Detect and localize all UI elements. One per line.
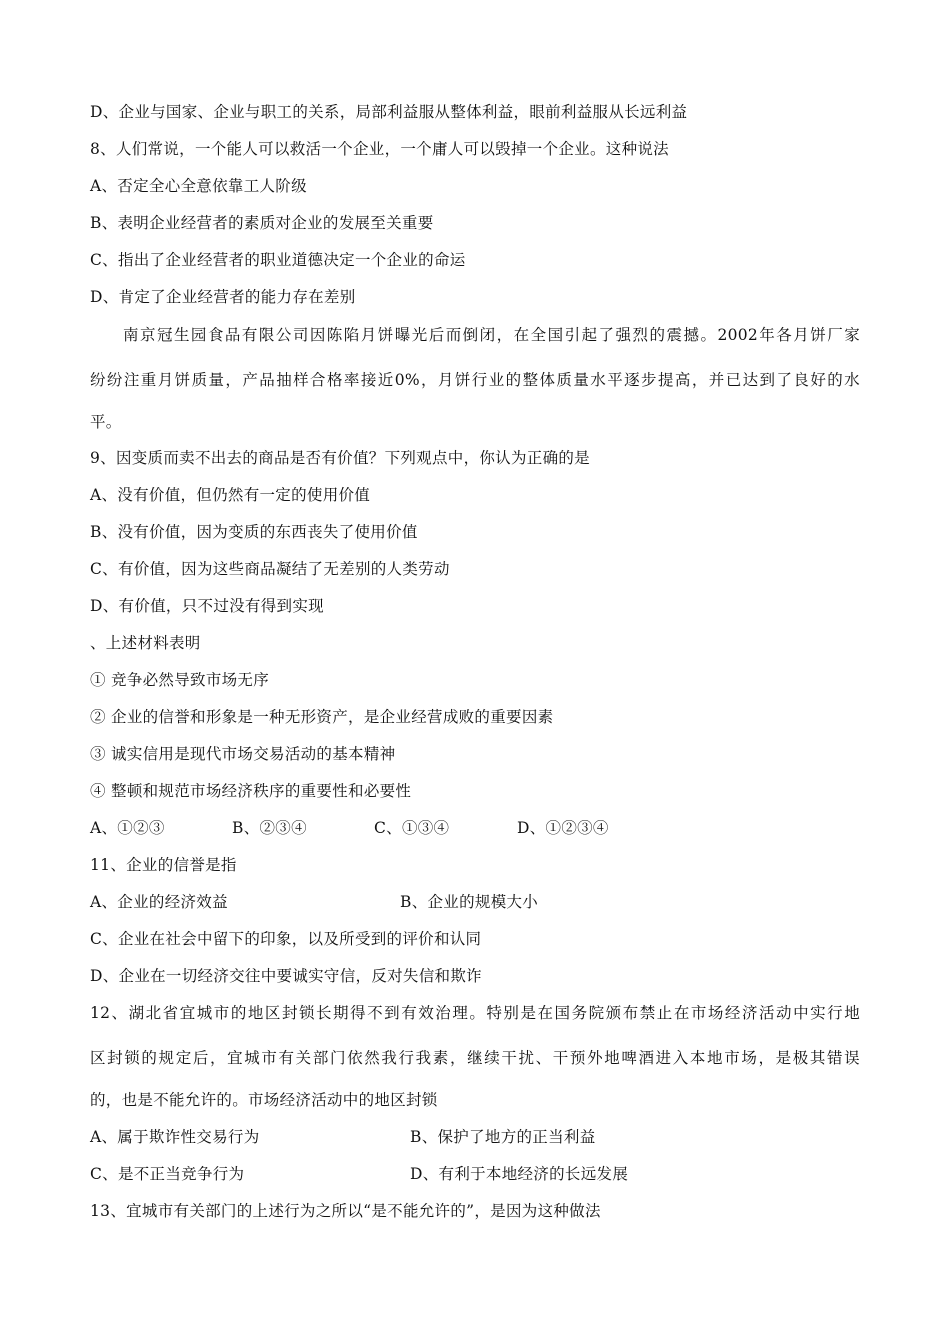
option-12d: D、有利于本地经济的长远发展	[410, 1165, 629, 1183]
option-11d: D、企业在一切经济交往中要诚实守信，反对失信和欺诈	[90, 967, 482, 985]
question-12-line-3: 的，也是不能允许的。市场经济活动中的地区封锁	[90, 1091, 438, 1109]
question-11: 11、企业的信誉是指	[90, 856, 237, 874]
statement-1: ① 竞争必然导致市场无序	[90, 671, 270, 689]
option-8d: D、肯定了企业经营者的能力存在差别	[90, 288, 356, 306]
question-13: 13、宜城市有关部门的上述行为之所以“是不能允许的”，是因为这种做法	[90, 1202, 601, 1220]
option-10b: B、②③④	[232, 819, 307, 837]
option-11a: A、企业的经济效益	[90, 893, 228, 911]
option-7d: D、企业与国家、企业与职工的关系，局部利益服从整体利益，眼前利益服从长远利益	[90, 103, 688, 121]
question-9: 9、因变质而卖不出去的商品是否有价值？下列观点中，你认为正确的是	[90, 449, 590, 467]
option-10d: D、①②③④	[517, 819, 609, 837]
option-9b: B、没有价值，因为变质的东西丧失了使用价值	[90, 523, 418, 541]
option-10a: A、①②③	[90, 819, 165, 837]
passage-line-3: 平。	[90, 413, 122, 431]
option-12c: C、是不正当竞争行为	[90, 1165, 245, 1183]
option-8a: A、否定全心全意依靠工人阶级	[90, 177, 307, 195]
option-11b: B、企业的规模大小	[400, 893, 539, 911]
option-10c: C、①③④	[374, 819, 450, 837]
statement-2: ② 企业的信誉和形象是一种无形资产，是企业经营成败的重要因素	[90, 708, 554, 726]
passage-line-1: 南京冠生园食品有限公司因陈陷月饼曝光后而倒闭，在全国引起了强烈的震撼。2002年各月饼厂家	[123, 326, 860, 344]
option-12a: A、属于欺诈性交易行为	[90, 1128, 260, 1146]
question-12-line-2: 区封锁的规定后，宜城市有关部门依然我行我素，继续干扰、干预外地啤酒进入本地市场，是极其错误	[90, 1049, 860, 1067]
option-12b: B、保护了地方的正当利益	[410, 1128, 596, 1146]
option-9a: A、没有价值，但仍然有一定的使用价值	[90, 486, 371, 504]
option-8c: C、指出了企业经营者的职业道德决定一个企业的命运	[90, 251, 466, 269]
statement-4: ④ 整顿和规范市场经济秩序的重要性和必要性	[90, 782, 412, 800]
question-8: 8、人们常说，一个能人可以救活一个企业，一个庸人可以毁掉一个企业。这种说法	[90, 140, 669, 158]
question-12-line-1: 12、湖北省宜城市的地区封锁长期得不到有效治理。特别是在国务院颁布禁止在市场经济活动中实行地	[90, 1004, 860, 1022]
statement-3: ③ 诚实信用是现代市场交易活动的基本精神	[90, 745, 396, 763]
question-10: 、上述材料表明	[90, 634, 201, 652]
passage-line-2: 纷纷注重月饼质量，产品抽样合格率接近0%，月饼行业的整体质量水平逐步提高，并已达到了良好的水	[90, 371, 860, 389]
option-9c: C、有价值，因为这些商品凝结了无差别的人类劳动	[90, 560, 450, 578]
option-8b: B、表明企业经营者的素质对企业的发展至关重要	[90, 214, 434, 232]
option-9d: D、有价值，只不过没有得到实现	[90, 597, 324, 615]
option-11c: C、企业在社会中留下的印象，以及所受到的评价和认同	[90, 930, 482, 948]
